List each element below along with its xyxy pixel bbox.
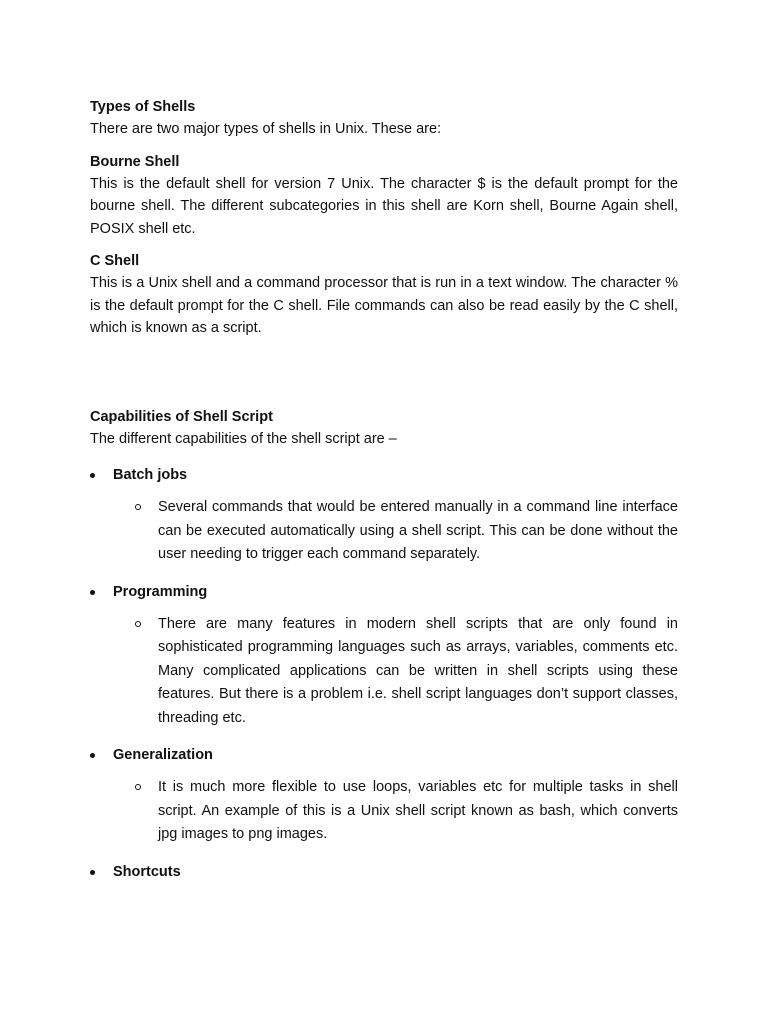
list-item: [90, 464, 678, 486]
list-item-detail-text: There are many features in modern shell scripts that are only found in sophisticated programming languages such as arrays, variables, comments etc. Many complicated applications can be written in shell scripts using these features. But there is a problem i.e. shell script languages don’t support classes, threading etc.: [158, 615, 678, 726]
circle-bullet-icon: [135, 621, 141, 627]
list-item: [90, 744, 678, 766]
c-shell-heading: C Shell: [90, 253, 140, 269]
list-item-detail: [158, 613, 678, 731]
circle-bullet-icon: [135, 784, 141, 790]
spacer: [90, 240, 678, 250]
c-shell-text: This is a Unix shell and a command processor that is run in a text window. The character % is the default prompt for the C shell. File commands can also be read easily by the C shell, which is known as a script.: [90, 275, 678, 336]
list-item-title: Shortcuts: [113, 863, 181, 880]
list-item-detail: [158, 776, 678, 847]
bourne-shell-heading: Bourne Shell: [90, 153, 180, 170]
list-item-detail-text: It is much more flexible to use loops, variables etc for multiple tasks in shell script. An example of this is a Unix shell script known as bash, which converts jpg images to png images.: [158, 779, 678, 842]
bourne-shell-text: This is the default shell for version 7 Unix. The character $ is the default prompt for the bourne shell. The different subcategories in this shell are Korn shell, Bourne Again shell, POSIX shell etc.: [90, 175, 678, 237]
spacer: [90, 340, 678, 406]
capabilities-heading: Capabilities of Shell Script: [90, 408, 273, 425]
list-item-title: Batch jobs: [113, 467, 188, 483]
list-item: [90, 861, 678, 883]
spacer: [90, 141, 678, 151]
bullet-icon: [90, 473, 95, 478]
list-item-title: Programming: [113, 583, 208, 600]
circle-bullet-icon: [135, 504, 141, 510]
types-of-shells-heading: Types of Shells: [90, 99, 196, 115]
list-item-detail-text: Several commands that would be entered manually in a command line interface can be executed automatically using a shell script. This can be done without the user needing to trigger each command separately.: [158, 499, 678, 562]
list-item-title: Generalization: [113, 747, 213, 763]
capabilities-intro: The different capabilities of the shell script are –: [90, 430, 397, 447]
document-body: [90, 96, 678, 883]
bullet-icon: [90, 590, 95, 595]
list-item: [90, 581, 678, 603]
bullet-icon: [90, 753, 95, 758]
types-of-shells-intro: There are two major types of shells in Unix. These are:: [90, 121, 442, 137]
list-item-detail: [158, 496, 678, 567]
bullet-icon: [90, 870, 95, 875]
